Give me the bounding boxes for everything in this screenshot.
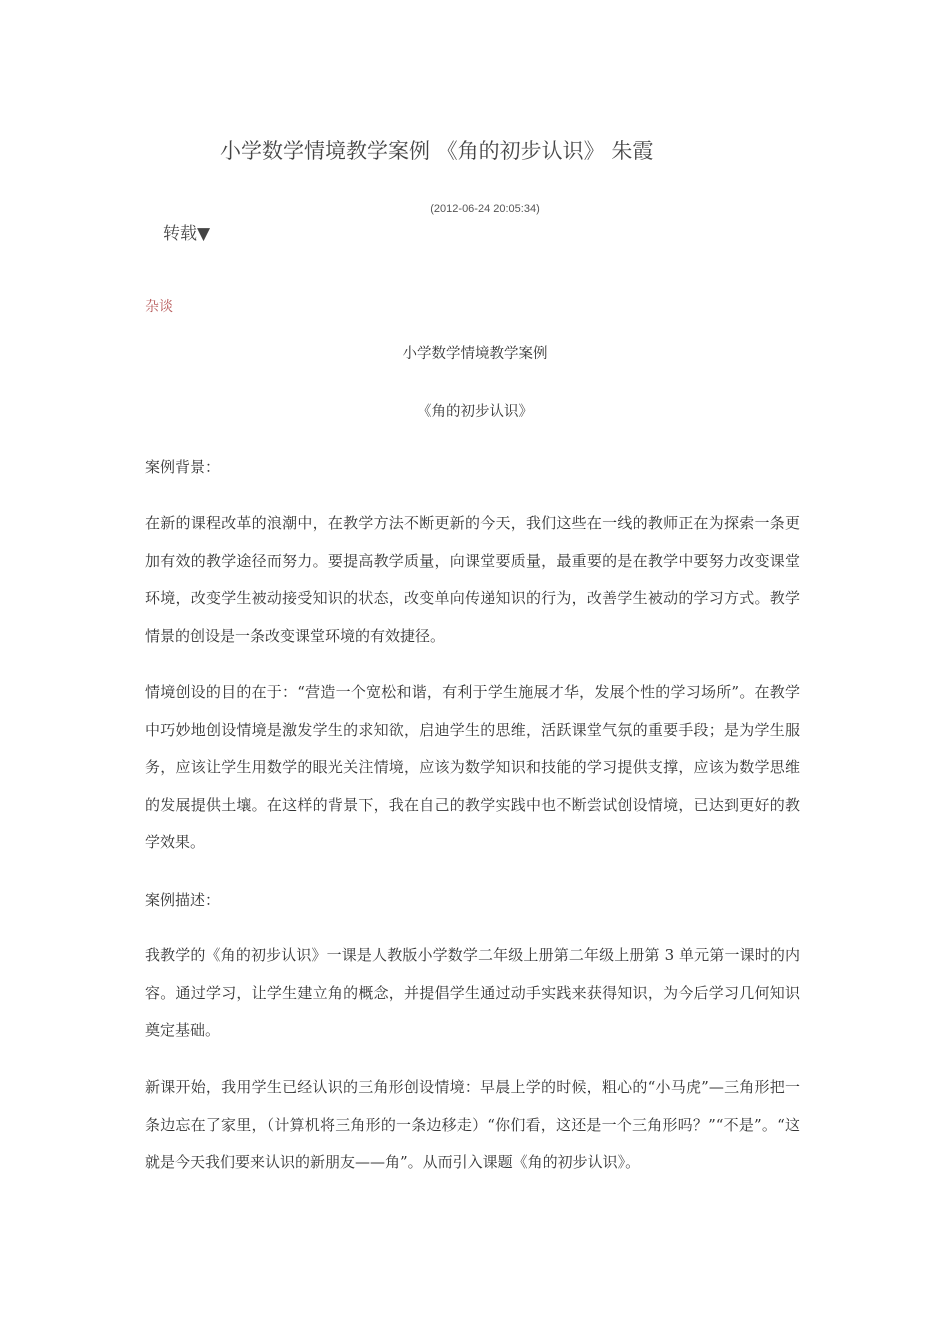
repost-dropdown[interactable]: 转载▼ (163, 224, 211, 244)
paragraph: 新课开始，我用学生已经认识的三角形创设情境：早晨上学的时候，粗心的“小马虎”—三角形把一条边忘在了家里，（计算机将三角形的一条边移走）“你们看，这还是一个三角形吗？”“不是”。“这就是今天我们要来认识的新朋友——角”。从而引入课题《角的初步认识》。 (145, 1078, 800, 1171)
paragraph: 我教学的《角的初步认识》一课是人教版小学数学二年级上册第二年级上册第 3 单元第一课时的内容。通过学习，让学生建立角的概念，并提倡学生通过动手实践来获得知识，为今后学习几何知识奠定基础。 (145, 946, 800, 1039)
content-subtitle: 小学数学情境教学案例 (402, 346, 548, 362)
content-lesson-title: 《角的初步认识》 (417, 404, 533, 420)
category-tag-link[interactable]: 杂谈 (145, 299, 173, 315)
publish-timestamp: (2012-06-24 20:05:34) (430, 203, 540, 215)
paragraph: 在新的课程改革的浪潮中，在教学方法不断更新的今天，我们这些在一线的教师正在为探索一条更加有效的教学途径而努力。要提高教学质量，向课堂要质量，最重要的是在教学中要努力改变课堂环境，改变学生被动接受知识的状态，改变单向传递知识的行为，改善学生被动的学习方式。教学情景的创设是一条改变课堂环境的有效捷径。 (145, 514, 800, 645)
section-heading-background: 案例背景： (145, 458, 221, 476)
article-title: 小学数学情境教学案例 《角的初步认识》 朱霞 (220, 139, 654, 163)
section-heading-description: 案例描述： (145, 891, 221, 909)
paragraph: 情境创设的目的在于：“营造一个宽松和谐，有利于学生施展才华，发展个性的学习场所”。在教学中巧妙地创设情境是激发学生的求知欲，启迪学生的思维，活跃课堂气氛的重要手段；是为学生服务，应该让学生用数学的眼光关注情境，应该为数学知识和技能的学习提供支撑，应该为数学思维的发展提供土壤。在这样的背景下，我在自己的教学实践中也不断尝试创设情境，已达到更好的教学效果。 (145, 683, 800, 851)
